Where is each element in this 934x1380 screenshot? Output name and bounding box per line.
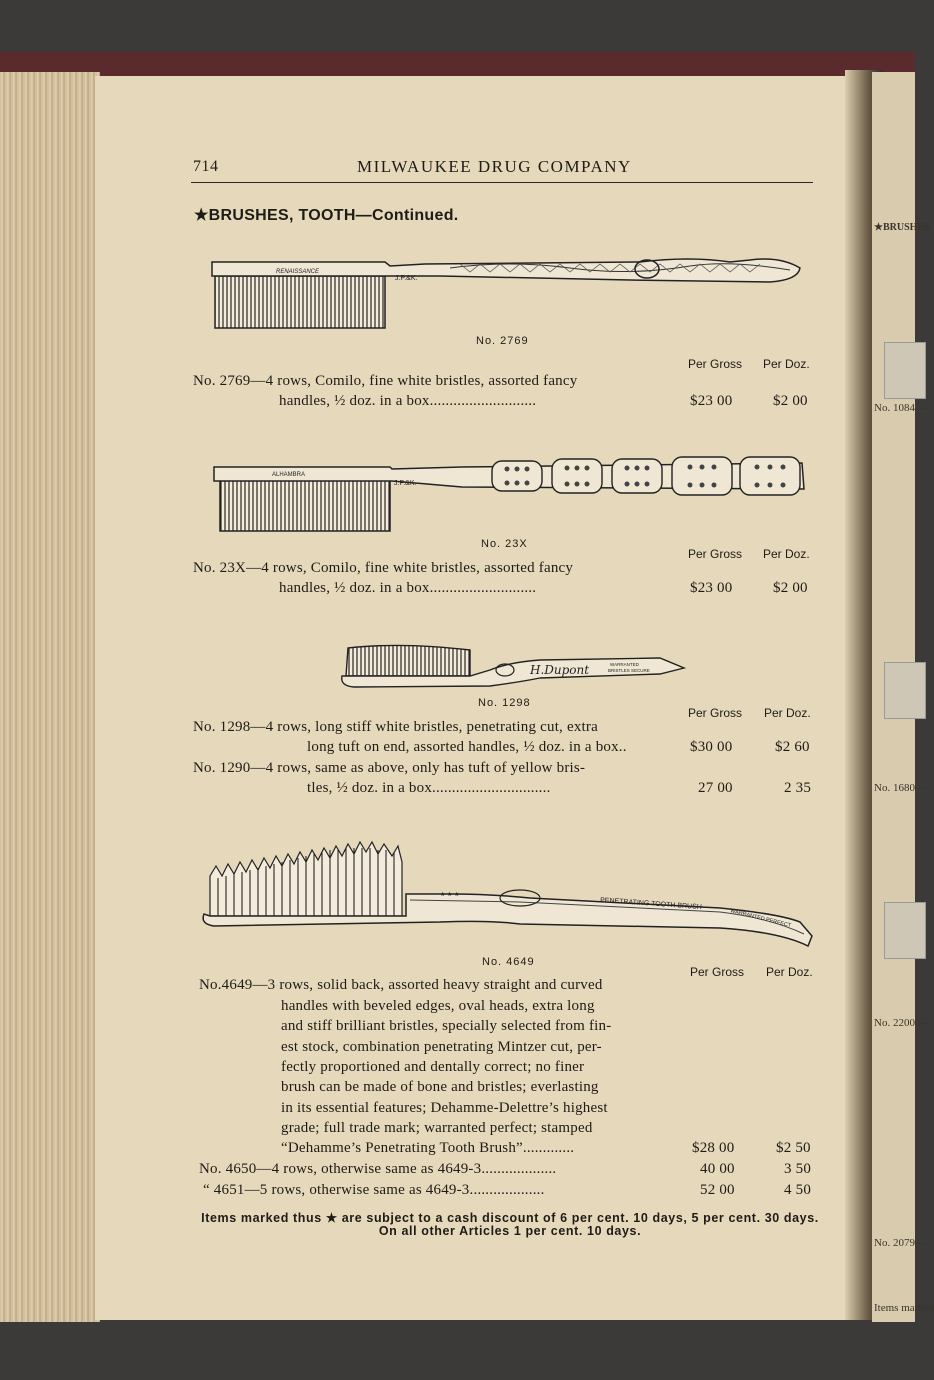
- toothbrush-23x-illustration: [212, 455, 812, 535]
- product-line: handles, ½ doz. in a box...........................: [279, 393, 537, 409]
- col-per-doz: Per Doz.: [763, 357, 810, 371]
- product-caption: No. 2769: [476, 335, 529, 347]
- price-per-doz: $2 00: [773, 393, 808, 409]
- product-line: est stock, combination penetrating Mintzer cut, per-: [281, 1039, 602, 1055]
- facing-fragment: No. 2079—: [874, 1237, 926, 1249]
- product-line: and stiff brilliant bristles, specially selected from fin-: [281, 1018, 612, 1034]
- price-per-gross: 40 00: [700, 1161, 735, 1177]
- page-edges: [0, 72, 100, 1322]
- handle-imprint: H.Dupont: [530, 663, 590, 677]
- handle-imprint: WARRANTED: [610, 662, 639, 667]
- col-per-doz: Per Doz.: [763, 547, 810, 561]
- price-per-gross: $30 00: [690, 739, 733, 755]
- toothbrush-1298-illustration: [340, 640, 690, 692]
- col-per-doz: Per Doz.: [764, 706, 811, 720]
- book-binding: [0, 52, 915, 78]
- handle-imprint: WARRANTED PERFECT: [729, 908, 792, 930]
- product-line: No. 1298—4 rows, long stiff white bristles, penetrating cut, extra: [193, 719, 598, 735]
- facing-fragment: Items marked: [874, 1302, 934, 1314]
- col-per-gross: Per Gross: [688, 547, 743, 561]
- toothbrush-2769-illustration: [210, 254, 810, 334]
- svg-text:★ ★ ★: ★ ★ ★: [440, 892, 460, 898]
- handle-imprint: J.P.&K.: [395, 275, 418, 282]
- product-line: “Dehamme’s Penetrating Tooth Brush”.............: [281, 1140, 575, 1156]
- price-per-doz: 3 50: [784, 1161, 812, 1177]
- discount-note: Items marked thus ★ are subject to a cash discount of 6 per cent. 10 days, 5 per cent. 30 days. On all other Articles 1 per cent. 10 days.: [201, 1211, 819, 1238]
- facing-fragment: No. 22000—: [874, 1017, 932, 1029]
- handle-imprint: RENAISSANCE: [276, 269, 320, 275]
- product-caption: No. 23X: [481, 538, 528, 550]
- handle-imprint: PENETRATING TOOTH BRUSH: [599, 897, 703, 912]
- product-line: No.4649—3 rows, solid back, assorted heavy straight and curved: [199, 977, 603, 993]
- handle-imprint: J.P.&K.: [394, 480, 417, 487]
- toothbrush-4649-illustration: [200, 842, 816, 950]
- price-per-doz: $2 60: [775, 739, 810, 755]
- price-per-doz: $2 00: [773, 580, 808, 596]
- product-line: No. 2769—4 rows, Comilo, fine white bristles, assorted fancy: [193, 373, 578, 389]
- col-per-gross: Per Gross: [688, 706, 743, 720]
- variant-line: “ 4651—5 rows, otherwise same as 4649-3...................: [203, 1182, 545, 1198]
- facing-brush-image: [884, 662, 926, 719]
- price-per-gross: 27 00: [698, 780, 733, 796]
- product-line: tles, ½ doz. in a box..............................: [307, 780, 551, 796]
- product-line: grade; full trade mark; warranted perfect; stamped: [281, 1120, 593, 1136]
- product-caption: No. 4649: [482, 956, 535, 968]
- facing-fragment: No. 1084—: [874, 402, 926, 414]
- facing-page: [872, 72, 934, 1322]
- header-rule: [191, 182, 813, 183]
- page-title: MILWAUKEE DRUG COMPANY: [357, 157, 632, 176]
- price-per-gross: 52 00: [700, 1182, 735, 1198]
- product-line: in its essential features; Dehamme-Delettre’s highest: [281, 1100, 608, 1116]
- product-line: No. 23X—4 rows, Comilo, fine white bristles, assorted fancy: [193, 560, 574, 576]
- price-per-gross: $28 00: [692, 1140, 735, 1156]
- handle-imprint: ALHAMBRA: [272, 472, 306, 478]
- col-per-gross: Per Gross: [690, 965, 745, 979]
- price-per-doz: $2 50: [776, 1140, 811, 1156]
- product-line: handles with beveled edges, oval heads, extra long: [281, 998, 595, 1014]
- price-per-doz: 2 35: [784, 780, 812, 796]
- price-per-gross: $23 00: [690, 580, 733, 596]
- product-line: fectly proportioned and dentally correct; no finer: [281, 1059, 585, 1075]
- price-per-doz: 4 50: [784, 1182, 812, 1198]
- handle-imprint: BRISTLES SECURE: [608, 668, 650, 673]
- facing-brush-image: [884, 342, 926, 399]
- facing-section: ★BRUSHES: [874, 222, 930, 233]
- page-number: 714: [193, 158, 219, 175]
- facing-brush-image: [884, 902, 926, 959]
- product-line: brush can be made of bone and bristles; everlasting: [281, 1079, 599, 1095]
- product-line: handles, ½ doz. in a box...........................: [279, 580, 537, 596]
- product-line: long tuft on end, assorted handles, ½ doz. in a box..: [307, 739, 627, 755]
- col-per-doz: Per Doz.: [766, 965, 813, 979]
- product-line: No. 1290—4 rows, same as above, only has tuft of yellow bris-: [193, 760, 586, 776]
- col-per-gross: Per Gross: [688, 357, 743, 371]
- price-per-gross: $23 00: [690, 393, 733, 409]
- product-caption: No. 1298: [478, 697, 531, 709]
- section-title: ★BRUSHES, TOOTH—Continued.: [194, 207, 459, 224]
- variant-line: No. 4650—4 rows, otherwise same as 4649-3...................: [199, 1161, 557, 1177]
- facing-fragment: No. 1680—: [874, 782, 926, 794]
